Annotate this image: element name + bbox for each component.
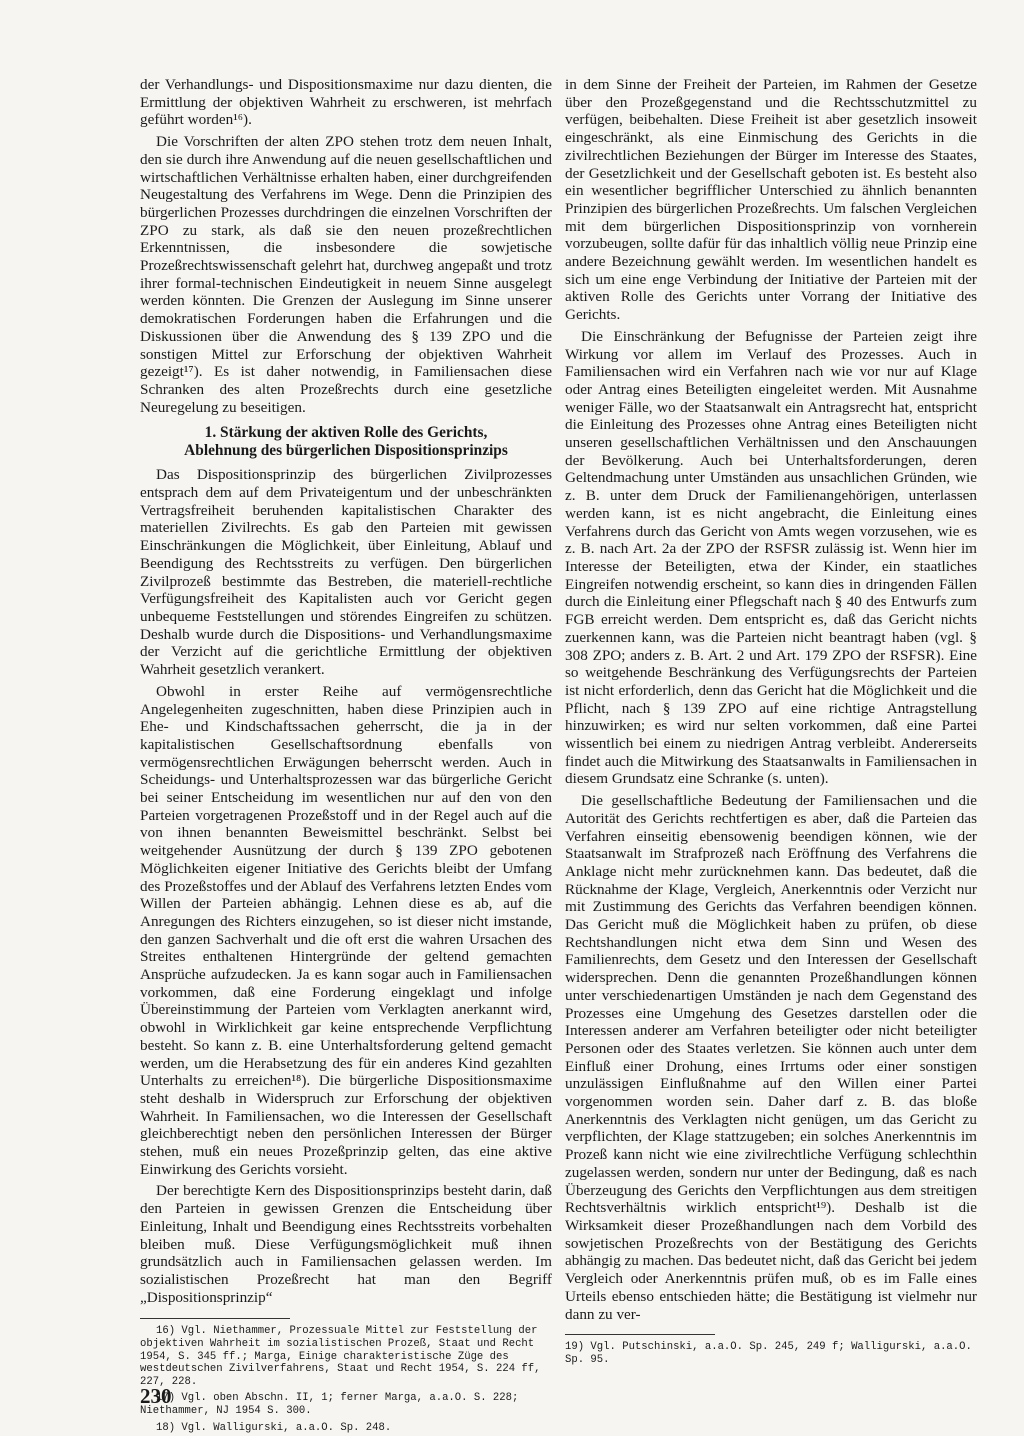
right-footnotes [565,1322,977,1367]
footnote: 17) Vgl. oben Abschn. II, 1; ferner Marga, a.a.O. S. 228; Niethammer, NJ 1954 S. 300. [140,1392,519,1417]
right-column [565,76,977,1323]
footnote: 18) Vgl. Walligurski, a.a.O. Sp. 248. [156,1421,392,1434]
footnotes [140,1325,552,1434]
left-column [140,76,552,1435]
paragraph: Der berechtigte Kern des Dispositionsprinzips besteht darin, daß den Parteien in gewissen Grenzen die Entscheidung über Einleitung, Inhalt und Beendigung eines Rechtsstreits vorbehalten bleiben muß. Diese Verfügungsmöglichkeit muß ihnen grundsätzlich auch in Familiensachen gelassen werden. Im sozialistischen Prozeßrecht hat man den Begriff „Dispositionsprinzip“ [140,1182,552,1306]
section-heading [140,424,552,460]
section-heading-line: Ablehnung des bürgerlichen Dispositionsprinzips [184,442,508,460]
paragraph: in dem Sinne der Freiheit der Parteien, im Rahmen der Gesetze über den Prozeßgegenstand und die Rechtsschutzmittel zu verfügen, beibehalten. Diese Freiheit ist aber gesetzlich insoweit eingeschränkt, als eine Einmischung des Gerichts in die zivilrechtlichen Beziehungen der Bürger im Interesse des Staates, der Gesetzlichkeit und der Gesellschaft geboten ist. Es besteht also ein wesentlicher begrifflicher Unterschied zu ähnlich benannten Prinzipien des bürgerlichen Prozeßrechts. Um falschen Vergleichen mit dem bürgerlichen Dispositionsprinzip von vornherein vorzubeugen, sollte dafür für das inhaltlich völlig neue Prinzip eine andere Bezeichnung gewählt werden. Im wesentlichen handelt es sich um eine enge Verbindung der Initiative der Parteien mit der aktiven Rolle des Gerichts unter Vorrang der Initiative des Gerichts. [565,76,977,324]
footnote: 16) Vgl. Niethammer, Prozessuale Mittel zur Feststellung der objektiven Wahrheit im sozialistischen Prozeß, Staat und Recht 1954, S. 345 ff.; Marga, Einige charakteristische Züge des westdeutschen Zivilverfahrens, Staat und Recht 1954, S. 224 ff, 227, 228. [140,1325,541,1388]
footnote-divider [140,1318,290,1319]
section-heading-line: 1. Stärkung der aktiven Rolle des Gerichts, [204,424,488,442]
paragraph: der Verhandlungs- und Dispositionsmaxime nur dazu dienten, die Ermittlung der objektiven Wahrheit zu erschweren, ist mehrfach geführt worden¹⁶). [140,76,552,129]
paragraph: Die Vorschriften der alten ZPO stehen trotz dem neuen Inhalt, den sie durch ihre Anwendung auf die neuen gesellschaftlichen und wirtschaftlichen Verhältnisse erhalten haben, einer durchgreifenden Neugestaltung des Verfahrens im Wege. Denn die Prinzipien des bürgerlichen Prozesses durchdringen die einzelnen Vorschriften der ZPO zu stark, als daß sie den neuen prozeßrechtlichen Erkenntnissen, die insbesondere die sowjetische Prozeßrechtswissenschaft gelehrt hat, durchweg angepaßt und trotz ihrer formal-technischen Eindeutigkeit in neuem Sinne ausgelegt werden könnten. Die Grenzen der Auslegung im Sinne unserer demokratischen Forderungen haben die Erfahrungen und die Diskussionen über die Anwendung des § 139 ZPO und die sonstigen Mittel zur Erforschung der objektiven Wahrheit gezeigt¹⁷). Es ist daher notwendig, in Familiensachen diese Schranken des alten Prozeßrechts durch eine gesetzliche Neuregelung zu beseitigen. [140,133,552,416]
paragraph: Die gesellschaftliche Bedeutung der Familiensachen und die Autorität des Gerichts rechtfertigen es aber, daß die Parteien das Verfahren einseitig ebensowenig beendigen können, wie der Staatsanwalt im Strafprozeß nach Eröffnung des Verfahrens die Anklage nicht mehr zurücknehmen kann. Das bedeutet, daß die Rücknahme der Klage, Vergleich, Anerkenntnis oder Verzicht nur mit Zustimmung des Gerichts das Verfahren beendigen können. Das Gericht muß die Möglichkeit haben zu prüfen, ob diese Rechtshandlungen nicht etwa dem Sinn und Wesen des Familienrechts, dem Gesetz und den Interessen der Gesellschaft widersprechen. Denn die genannten Prozeßhandlungen können unter verschiedenartigen Umständen je nach dem Gegenstand des Prozesses eine Umgehung des Gesetzes darstellen oder die Interessen anderer am Verfahren beteiligter oder nicht beteiligter Personen oder des Staates verletzen. Sie können auch unter dem Einfluß einer Drohung, eines Irrtums oder einer sonstigen unzulässigen Einflußnahme auf den Willen einer Partei vorgenommen worden sein. Daher darf z. B. das bloße Anerkenntnis des Verklagten nicht genügen, um das Gericht zu verpflichten, der Klage stattzugeben; ein solches Anerkenntnis im Prozeß kann nicht wie eine zivilrechtliche Verfügung schlechthin zugelassen werden, sondern nur unter der Bedingung, daß es nach Überzeugung des Gerichts den Verpflichtungen aus dem streitigen Rechtsverhältnis wirklich entspricht¹⁹). Deshalb ist die Wirksamkeit dieser Prozeßhandlungen nach dem Vorbild des sowjetischen Prozeßrechts von der Bestätigung des Gerichts abhängig zu machen. Das bedeutet nicht, daß das Gericht bei jedem Vergleich oder Anerkenntnis prüfen muß, ob es im Falle eines Urteils ebenso entschieden hätte; die Bestätigung ist vielmehr nur dann zu ver- [565,792,977,1323]
footnote-divider [565,1334,715,1335]
paragraph: Die Einschränkung der Befugnisse der Parteien zeigt ihre Wirkung vor allem im Verlauf des Prozesses. Auch in Familiensachen wird ein Verfahren nach wie vor nur auf Klage oder Antrag eines Beteiligten eingeleitet werden. Mit Ausnahme weniger Fälle, wo der Staatsanwalt ein Antragsrecht hat, entspricht die Einleitung des Prozesses ohne Antrag eines Beteiligten nicht unseren gesellschaftlichen Verhältnissen und den Anschauungen der Bevölkerung. Auch bei Unterhaltsforderungen, deren Geltendmachung unter Umständen aus unsachlichen Gründen, wie z. B. unter dem Druck der Familienangehörigen, unterlassen werden kann, ist es nicht angebracht, die Einleitung eines Verfahrens durch das Gericht von Amts wegen vorzusehen, wie es z. B. nach Art. 2a der ZPO der RSFSR zulässig ist. Wenn hier im Interesse der Beteiligten, etwa der Kinder, ein staatliches Eingreifen notwendig erscheint, so kann dies in dringenden Fällen durch die Einleitung einer Pflegschaft nach § 40 des Entwurfs zum FGB erreicht werden. Dem entspricht es, daß das Gericht nichts zuerkennen kann, was die Parteien nicht beantragt haben (vgl. § 308 ZPO; anders z. B. Art. 2 und Art. 179 ZPO der RSFSR). Eine so weitgehende Beschränkung des Verfügungsrechts der Parteien ist nicht erforderlich, denn das Gericht hat die Möglichkeit und die Pflicht, nach § 139 ZPO auf eine richtige Antragstellung hinzuwirken; es wird nur selten vorkommen, daß eine Partei wissentlich bei einem zu niedrigen Antrag verbleibt. Andererseits findet auch die Mitwirkung des Staatsanwalts in Familiensachen in diesem Grundsatz eine Schranke (s. unten). [565,327,977,788]
page-number: 230 [140,1384,172,1408]
paragraph: Das Dispositionsprinzip des bürgerlichen Zivilprozesses entsprach dem auf dem Privateigentum und der unbeschränkten Vertragsfreiheit beruhenden kapitalistischen Charakter des materiellen Zivilrechts. Es gab den Parteien mit gewissen Einschränkungen die Möglichkeit, über Einleitung, Ablauf und Beendigung des Rechtsstreits zu verfügen. Den bürgerlichen Zivilprozeß bestimmte das Bestreben, die materiell-rechtliche Verfügungsfreiheit des Kapitalisten auch vor Gericht gegen unbequeme Feststellungen und störendes Eingreifen zu schützen. Deshalb wurde durch die Dispositions- und Verhandlungsmaxime der Verzicht auf die gerichtliche Ermittlung der objektiven Wahrheit gesetzlich verankert. [140,466,552,679]
footnote: 19) Vgl. Putschinski, a.a.O. Sp. 245, 249 f; Walligurski, a.a.O. Sp. 95. [565,1341,972,1366]
paragraph: Obwohl in erster Reihe auf vermögensrechtliche Angelegenheiten zugeschnitten, haben diese Prinzipien auch in Ehe- und Kindschaftssachen geherrscht, die ja in der kapitalistischen Gesellschaftsordnung ebenfalls von vermögensrechtlichen Erwägungen beherrscht werden. Auch in Scheidungs- und Unterhaltsprozessen war das bürgerliche Gericht bei seiner Entscheidung im wesentlichen nur auf den von den Parteien vorgetragenen Prozeßstoff und in der Regel auch auf die von ihnen benannten Beweismittel beschränkt. Selbst bei weitgehender Ausnützung der durch § 139 ZPO gebotenen Möglichkeiten eigener Initiative des Gerichts bleibt der Umfang des Prozeßstoffes und der Ablauf des Verfahrens letzten Endes vom Willen der Parteien abhängig. Lehnen diese es ab, auf die Anregungen des Richters einzugehen, so ist dieser nicht imstande, den ganzen Sachverhalt und die oft erst die wahren Ursachen des Streites enthaltenen Hintergründe der geltend gemachten Ansprüche aufzudecken. Ja es kann sogar auch in Familiensachen vorkommen, daß eine Forderung eingeklagt und infolge Übereinstimmung der Parteien vom Verklagten anerkannt wird, obwohl in Wirklichkeit gar keine entsprechende Verpflichtung besteht. So kann z. B. eine Unterhaltsforderung geltend gemacht werden, um die Herabsetzung des für ein anderes Kind gezahlten Unterhalts zu erreichen¹⁸). Die bürgerliche Dispositionsmaxime steht deshalb in Widerspruch zur Erforschung der objektiven Wahrheit. In Familiensachen, wo die Interessen der Gesellschaft gleichberechtigt neben den persönlichen Interessen der Bürger stehen, muß ein neues Prozeßprinzip gelten, das eine aktive Einwirkung des Gerichts vorsieht. [140,682,552,1178]
footnotes [565,1341,977,1366]
